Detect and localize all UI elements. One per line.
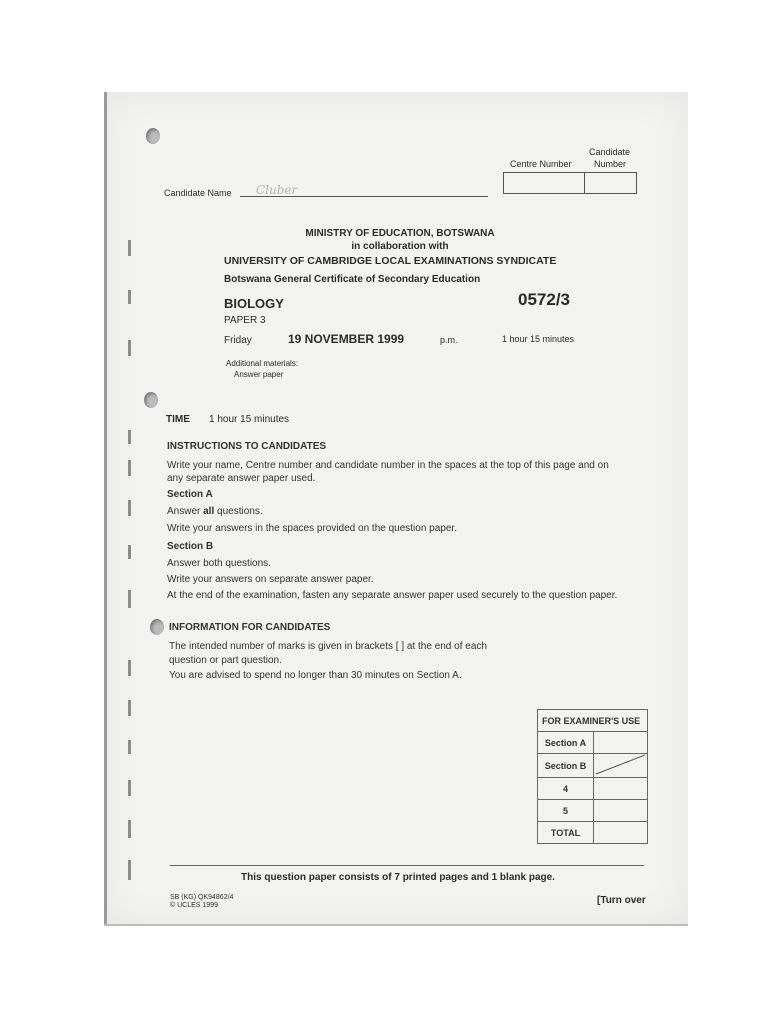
candidate-number-label-1: Candidate [589, 147, 631, 157]
copyright-line: © UCLES 1999 [170, 902, 218, 909]
additional-materials-item: Answer paper [234, 370, 284, 379]
exam-session: p.m. [440, 335, 458, 345]
time-label: TIME [166, 414, 190, 425]
additional-materials-label: Additional materials: [226, 359, 299, 368]
table-row [538, 754, 648, 778]
binding-mark [128, 860, 131, 880]
text-span: Answer [167, 506, 204, 517]
emphasis-all: all [203, 506, 215, 517]
mark-cell-struck[interactable] [594, 754, 648, 778]
certificate-line: Botswana General Certificate of Secondary Education [224, 274, 481, 285]
exam-date: 19 NOVEMBER 1999 [288, 332, 405, 346]
university-line: UNIVERSITY OF CAMBRIDGE LOCAL EXAMINATIONS SYNDICATE [224, 255, 557, 267]
section-b-heading: Section B [167, 541, 214, 552]
mark-cell[interactable] [594, 732, 648, 754]
information-heading: INFORMATION FOR CANDIDATES [169, 622, 331, 633]
section-a-instruction-2: Write your answers in the spaces provided on the question paper. [167, 523, 457, 534]
paper-reference: SB (KG) QK94862/4 [170, 894, 234, 901]
section-a-instruction-1 [167, 506, 263, 517]
page-count-note: This question paper consists of 7 printed pages and 1 blank page. [241, 872, 555, 883]
footer-rule [170, 865, 644, 866]
table-row-label: TOTAL [538, 822, 594, 844]
information-line-1: The intended number of marks is given in brackets [ ] at the end of each [169, 641, 487, 652]
sheet-left-edge [104, 92, 107, 926]
turn-over-note: [Turn over [597, 895, 646, 906]
punch-hole [150, 619, 164, 635]
section-b-instruction-1: Answer both questions. [167, 558, 271, 569]
table-row [538, 710, 648, 732]
binding-mark [128, 340, 131, 356]
binding-mark [128, 460, 131, 476]
text-span: questions. [214, 506, 263, 517]
table-row [538, 732, 648, 754]
diagonal-strike [594, 754, 647, 775]
punch-hole [144, 392, 158, 408]
binding-mark [128, 820, 131, 838]
binding-mark [128, 590, 131, 608]
binding-mark [128, 780, 131, 796]
examiners-use-heading: FOR EXAMINER'S USE [538, 710, 648, 732]
exam-day: Friday [224, 335, 252, 346]
table-row [538, 778, 648, 800]
binding-mark [128, 430, 131, 444]
ministry-line: MINISTRY OF EDUCATION, BOTSWANA [305, 228, 495, 239]
information-line-3: You are advised to spend no longer than 30 minutes on Section A. [169, 670, 462, 681]
paper-code: 0572/3 [518, 290, 570, 309]
paper-number: PAPER 3 [224, 315, 266, 326]
candidate-name-handwriting: Cluber [256, 183, 298, 197]
binding-mark [128, 700, 131, 716]
centre-number-label: Centre Number [510, 159, 572, 169]
table-row-label: Section B [538, 754, 594, 778]
table-row [538, 800, 648, 822]
examiners-use-table [537, 709, 648, 844]
binding-mark [128, 500, 131, 516]
collaboration-line: in collaboration with [351, 241, 449, 252]
exam-duration: 1 hour 15 minutes [502, 334, 575, 344]
instructions-heading: INSTRUCTIONS TO CANDIDATES [167, 441, 327, 452]
information-line-2: question or part question. [169, 655, 282, 666]
candidate-name-label: Candidate Name [164, 188, 232, 198]
binding-mark [128, 740, 131, 754]
punch-hole [146, 128, 160, 144]
binding-mark [128, 660, 131, 676]
sheet-bottom-edge [104, 924, 688, 926]
section-a-heading: Section A [167, 489, 213, 500]
mark-cell[interactable] [594, 778, 648, 800]
table-row [538, 822, 648, 844]
table-row-label: 5 [538, 800, 594, 822]
section-b-instruction-2: Write your answers on separate answer paper. [167, 574, 374, 585]
subject-title: BIOLOGY [224, 296, 284, 311]
binding-mark [128, 290, 131, 304]
time-value: 1 hour 15 minutes [209, 414, 290, 425]
candidate-number-label-2: Number [594, 159, 627, 169]
table-row-label: Section A [538, 732, 594, 754]
instructions-line-2: any separate answer paper used. [167, 473, 316, 484]
instructions-line-1: Write your name, Centre number and candidate number in the spaces at the top of this page and on [167, 460, 609, 471]
mark-cell[interactable] [594, 822, 648, 844]
mark-cell[interactable] [594, 800, 648, 822]
end-of-exam-instruction: At the end of the examination, fasten any separate answer paper used securely to the question paper. [167, 590, 618, 601]
binding-mark [128, 240, 131, 256]
table-row-label: 4 [538, 778, 594, 800]
centre-candidate-number-boxes[interactable] [503, 172, 637, 194]
binding-mark [128, 545, 131, 559]
